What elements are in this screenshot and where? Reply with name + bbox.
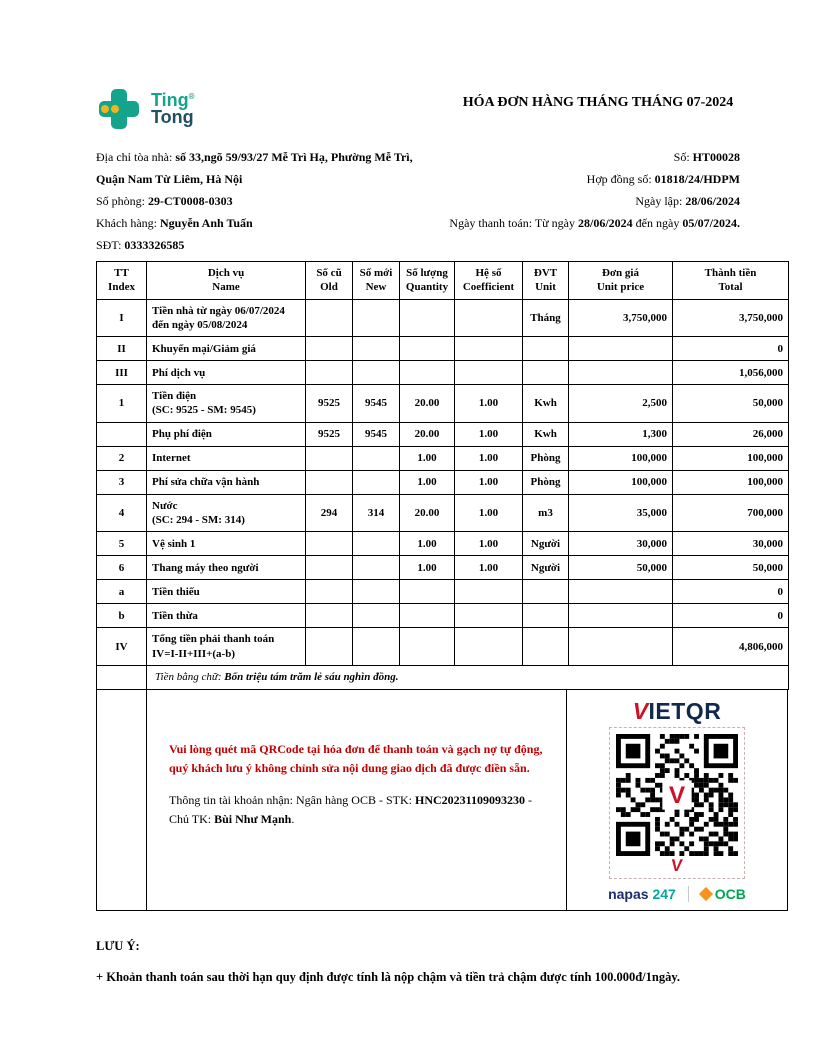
invoice-title: HÓA ĐƠN HÀNG THÁNG THÁNG 07-2024 bbox=[462, 95, 734, 110]
table-cell: 5 bbox=[97, 532, 147, 556]
table-cell: 50,000 bbox=[673, 385, 789, 423]
table-cell bbox=[400, 337, 455, 361]
table-cell bbox=[523, 337, 569, 361]
table-cell bbox=[523, 361, 569, 385]
table-cell: 9525 bbox=[306, 422, 353, 446]
table-cell bbox=[353, 299, 400, 337]
table-cell: 700,000 bbox=[673, 494, 789, 532]
table-cell: Thang máy theo người bbox=[147, 556, 306, 580]
customer-name: Khách hàng: Nguyễn Anh Tuấn bbox=[96, 216, 253, 230]
table-cell bbox=[523, 580, 569, 604]
table-cell bbox=[400, 361, 455, 385]
table-cell: Người bbox=[523, 532, 569, 556]
qr-panel bbox=[567, 690, 787, 910]
table-cell bbox=[306, 628, 353, 666]
room-number: Số phòng: 29-CT0008-0303 bbox=[96, 194, 233, 208]
table-row bbox=[97, 532, 789, 556]
table-cell: Phòng bbox=[523, 446, 569, 470]
table-header-cell: Thành tiền Total bbox=[673, 262, 789, 300]
table-cell: Tiền thừa bbox=[147, 604, 306, 628]
table-cell bbox=[306, 299, 353, 337]
table-cell bbox=[306, 470, 353, 494]
payment-instructions bbox=[147, 690, 567, 910]
table-cell: I bbox=[97, 299, 147, 337]
table-cell: 3 bbox=[97, 470, 147, 494]
qr-code bbox=[609, 727, 745, 879]
table-cell: 1,300 bbox=[569, 422, 673, 446]
table-cell bbox=[455, 604, 523, 628]
table-cell: 1.00 bbox=[455, 532, 523, 556]
table-cell: 4 bbox=[97, 494, 147, 532]
table-cell: 0 bbox=[673, 337, 789, 361]
table-cell: Tổng tiền phải thanh toán IV=I-II+III+(a-b) bbox=[147, 628, 306, 666]
table-cell: 30,000 bbox=[673, 532, 789, 556]
table-cell: Phí dịch vụ bbox=[147, 361, 306, 385]
table-cell bbox=[353, 604, 400, 628]
amount-in-words: Tiền bằng chữ: Bốn triệu tám trăm lẻ sáu nghìn đồng. bbox=[147, 665, 789, 689]
footer-notes bbox=[96, 939, 788, 985]
table-cell bbox=[569, 628, 673, 666]
table-cell: 1.00 bbox=[455, 446, 523, 470]
table-cell: 20.00 bbox=[400, 385, 455, 423]
table-cell bbox=[400, 628, 455, 666]
table-cell: 100,000 bbox=[673, 446, 789, 470]
table-cell: 6 bbox=[97, 556, 147, 580]
table-cell: 1.00 bbox=[455, 422, 523, 446]
table-cell: 9545 bbox=[353, 385, 400, 423]
table-row bbox=[97, 470, 789, 494]
table-cell: 1,056,000 bbox=[673, 361, 789, 385]
table-cell bbox=[353, 532, 400, 556]
qr-code-pattern bbox=[616, 734, 738, 856]
table-cell bbox=[400, 604, 455, 628]
table-cell bbox=[455, 628, 523, 666]
brand-name-line2: Tong bbox=[151, 107, 194, 127]
table-cell: Tiền thiếu bbox=[147, 580, 306, 604]
table-cell bbox=[353, 337, 400, 361]
ocb-logo: OCB bbox=[701, 886, 746, 902]
table-row bbox=[97, 299, 789, 337]
table-cell bbox=[455, 337, 523, 361]
table-cell: Phòng bbox=[523, 470, 569, 494]
table-cell bbox=[306, 580, 353, 604]
table-cell: 1.00 bbox=[400, 470, 455, 494]
table-cell bbox=[306, 446, 353, 470]
amount-in-words-row bbox=[97, 665, 789, 689]
brand-logo bbox=[96, 86, 195, 132]
table-cell bbox=[353, 556, 400, 580]
table-cell bbox=[400, 580, 455, 604]
payment-section-left-cell bbox=[97, 690, 147, 910]
invoice-table bbox=[96, 261, 789, 690]
table-cell: 9545 bbox=[353, 422, 400, 446]
building-address-line2: Quận Nam Từ Liêm, Hà Nội bbox=[96, 172, 243, 186]
table-cell: II bbox=[97, 337, 147, 361]
table-header-cell: TT Index bbox=[97, 262, 147, 300]
table-row bbox=[97, 446, 789, 470]
table-cell: 2,500 bbox=[569, 385, 673, 423]
table-cell bbox=[306, 556, 353, 580]
table-cell: 50,000 bbox=[569, 556, 673, 580]
table-row bbox=[97, 422, 789, 446]
table-cell: 314 bbox=[353, 494, 400, 532]
brand-name bbox=[151, 89, 195, 127]
table-cell: 3,750,000 bbox=[569, 299, 673, 337]
table-row bbox=[97, 361, 789, 385]
svg-text:V: V bbox=[668, 781, 686, 809]
issue-date: Ngày lập: 28/06/2024 bbox=[635, 194, 740, 208]
vietqr-logo: VIETQR bbox=[632, 697, 722, 724]
table-cell: 1.00 bbox=[455, 494, 523, 532]
table-cell: Kwh bbox=[523, 385, 569, 423]
vietqr-v-mark: V bbox=[670, 855, 684, 875]
table-cell bbox=[97, 665, 147, 689]
table-row bbox=[97, 556, 789, 580]
table-cell: m3 bbox=[523, 494, 569, 532]
table-cell bbox=[523, 628, 569, 666]
table-cell: Phụ phí điện bbox=[147, 422, 306, 446]
table-row bbox=[97, 385, 789, 423]
table-cell bbox=[455, 580, 523, 604]
table-cell: 35,000 bbox=[569, 494, 673, 532]
table-row bbox=[97, 580, 789, 604]
table-cell: 100,000 bbox=[569, 446, 673, 470]
table-cell bbox=[97, 422, 147, 446]
table-cell: 1.00 bbox=[400, 556, 455, 580]
table-cell: Phí sửa chữa vận hành bbox=[147, 470, 306, 494]
table-cell: 50,000 bbox=[673, 556, 789, 580]
table-cell bbox=[569, 580, 673, 604]
table-cell: 20.00 bbox=[400, 494, 455, 532]
table-cell: 294 bbox=[306, 494, 353, 532]
header bbox=[96, 86, 788, 132]
table-cell: Khuyến mại/Giảm giá bbox=[147, 337, 306, 361]
table-cell bbox=[569, 337, 673, 361]
napas-logo: napas 247 bbox=[608, 886, 676, 903]
bank-logos bbox=[608, 886, 746, 902]
table-cell: III bbox=[97, 361, 147, 385]
table-cell: 26,000 bbox=[673, 422, 789, 446]
payment-section bbox=[96, 690, 788, 911]
table-cell bbox=[353, 470, 400, 494]
table-cell bbox=[353, 361, 400, 385]
contract-number: Hợp đồng số: 01818/24/HDPM bbox=[586, 172, 740, 186]
table-cell: 1.00 bbox=[455, 470, 523, 494]
table-cell: Kwh bbox=[523, 422, 569, 446]
invoice-meta bbox=[96, 146, 788, 256]
invoice-number: Số: HT00028 bbox=[673, 150, 740, 164]
table-cell: 20.00 bbox=[400, 422, 455, 446]
table-header-cell: ĐVT Unit bbox=[523, 262, 569, 300]
logo-divider bbox=[688, 886, 689, 902]
payment-period: Ngày thanh toán: Từ ngày 28/06/2024 đến ngày 05/07/2024. bbox=[449, 216, 740, 230]
table-cell: Internet bbox=[147, 446, 306, 470]
table-cell: 100,000 bbox=[569, 470, 673, 494]
table-cell: Người bbox=[523, 556, 569, 580]
table-header-cell: Đơn giá Unit price bbox=[569, 262, 673, 300]
table-cell: Nước (SC: 294 - SM: 314) bbox=[147, 494, 306, 532]
table-cell bbox=[523, 604, 569, 628]
brand-name-line1: Ting bbox=[151, 89, 189, 110]
table-cell: Tiền điện (SC: 9525 - SM: 9545) bbox=[147, 385, 306, 423]
table-cell bbox=[353, 446, 400, 470]
table-row bbox=[97, 494, 789, 532]
building-address-line1: Địa chỉ tòa nhà: số 33,ngõ 59/93/27 Mễ Trì Hạ, Phường Mễ Trì, bbox=[96, 150, 413, 164]
table-cell: Tiền nhà từ ngày 06/07/2024 đến ngày 05/08/2024 bbox=[147, 299, 306, 337]
table-cell: 9525 bbox=[306, 385, 353, 423]
table-cell: 1.00 bbox=[400, 446, 455, 470]
table-cell bbox=[306, 532, 353, 556]
table-row bbox=[97, 628, 789, 666]
table-cell: 1.00 bbox=[455, 556, 523, 580]
table-cell bbox=[455, 299, 523, 337]
table-cell: b bbox=[97, 604, 147, 628]
table-cell bbox=[400, 299, 455, 337]
table-header-cell: Số lượng Quantity bbox=[400, 262, 455, 300]
registered-mark: ® bbox=[188, 91, 195, 101]
late-payment-note: + Khoản thanh toán sau thời hạn quy định được tính là nộp chậm và tiền trả chậm được tính 100.000đ/1ngày. bbox=[96, 970, 681, 985]
table-cell: Vệ sinh 1 bbox=[147, 532, 306, 556]
table-cell: 1 bbox=[97, 385, 147, 423]
table-cell: 0 bbox=[673, 604, 789, 628]
table-cell bbox=[455, 361, 523, 385]
table-cell: 0 bbox=[673, 580, 789, 604]
table-header-cell: Số mới New bbox=[353, 262, 400, 300]
table-cell bbox=[353, 580, 400, 604]
table-cell: 1.00 bbox=[400, 532, 455, 556]
table-cell: IV bbox=[97, 628, 147, 666]
table-cell: 2 bbox=[97, 446, 147, 470]
table-cell: a bbox=[97, 580, 147, 604]
table-header-cell: Hệ số Coefficient bbox=[455, 262, 523, 300]
table-cell bbox=[306, 337, 353, 361]
table-header-row bbox=[97, 262, 789, 300]
phone-number: SĐT: 0333326585 bbox=[96, 238, 185, 252]
table-cell bbox=[306, 361, 353, 385]
tingtong-plus-icon bbox=[96, 86, 142, 132]
table-header-cell: Dịch vụ Name bbox=[147, 262, 306, 300]
notes-title: LƯU Ý: bbox=[96, 939, 140, 954]
table-cell bbox=[569, 604, 673, 628]
payment-account-info: Thông tin tài khoản nhận: Ngân hàng OCB - STK: HNC20231109093230 - Chủ TK: Bùi Như Mạnh. bbox=[169, 793, 532, 826]
table-cell: Tháng bbox=[523, 299, 569, 337]
table-cell bbox=[569, 361, 673, 385]
table-cell: 1.00 bbox=[455, 385, 523, 423]
ocb-diamond-icon bbox=[699, 887, 713, 901]
table-cell bbox=[306, 604, 353, 628]
payment-notice: Vui lòng quét mã QRCode tại hóa đơn để thanh toán và gạch nợ tự động, quý khách lưu ý không chỉnh sửa nội dung giao dịch đã được điền sẵn. bbox=[169, 741, 543, 775]
table-header-cell: Số cũ Old bbox=[306, 262, 353, 300]
table-row bbox=[97, 604, 789, 628]
table-cell bbox=[353, 628, 400, 666]
table-cell: 3,750,000 bbox=[673, 299, 789, 337]
table-row bbox=[97, 337, 789, 361]
table-cell: 30,000 bbox=[569, 532, 673, 556]
table-cell: 100,000 bbox=[673, 470, 789, 494]
table-cell: 4,806,000 bbox=[673, 628, 789, 666]
